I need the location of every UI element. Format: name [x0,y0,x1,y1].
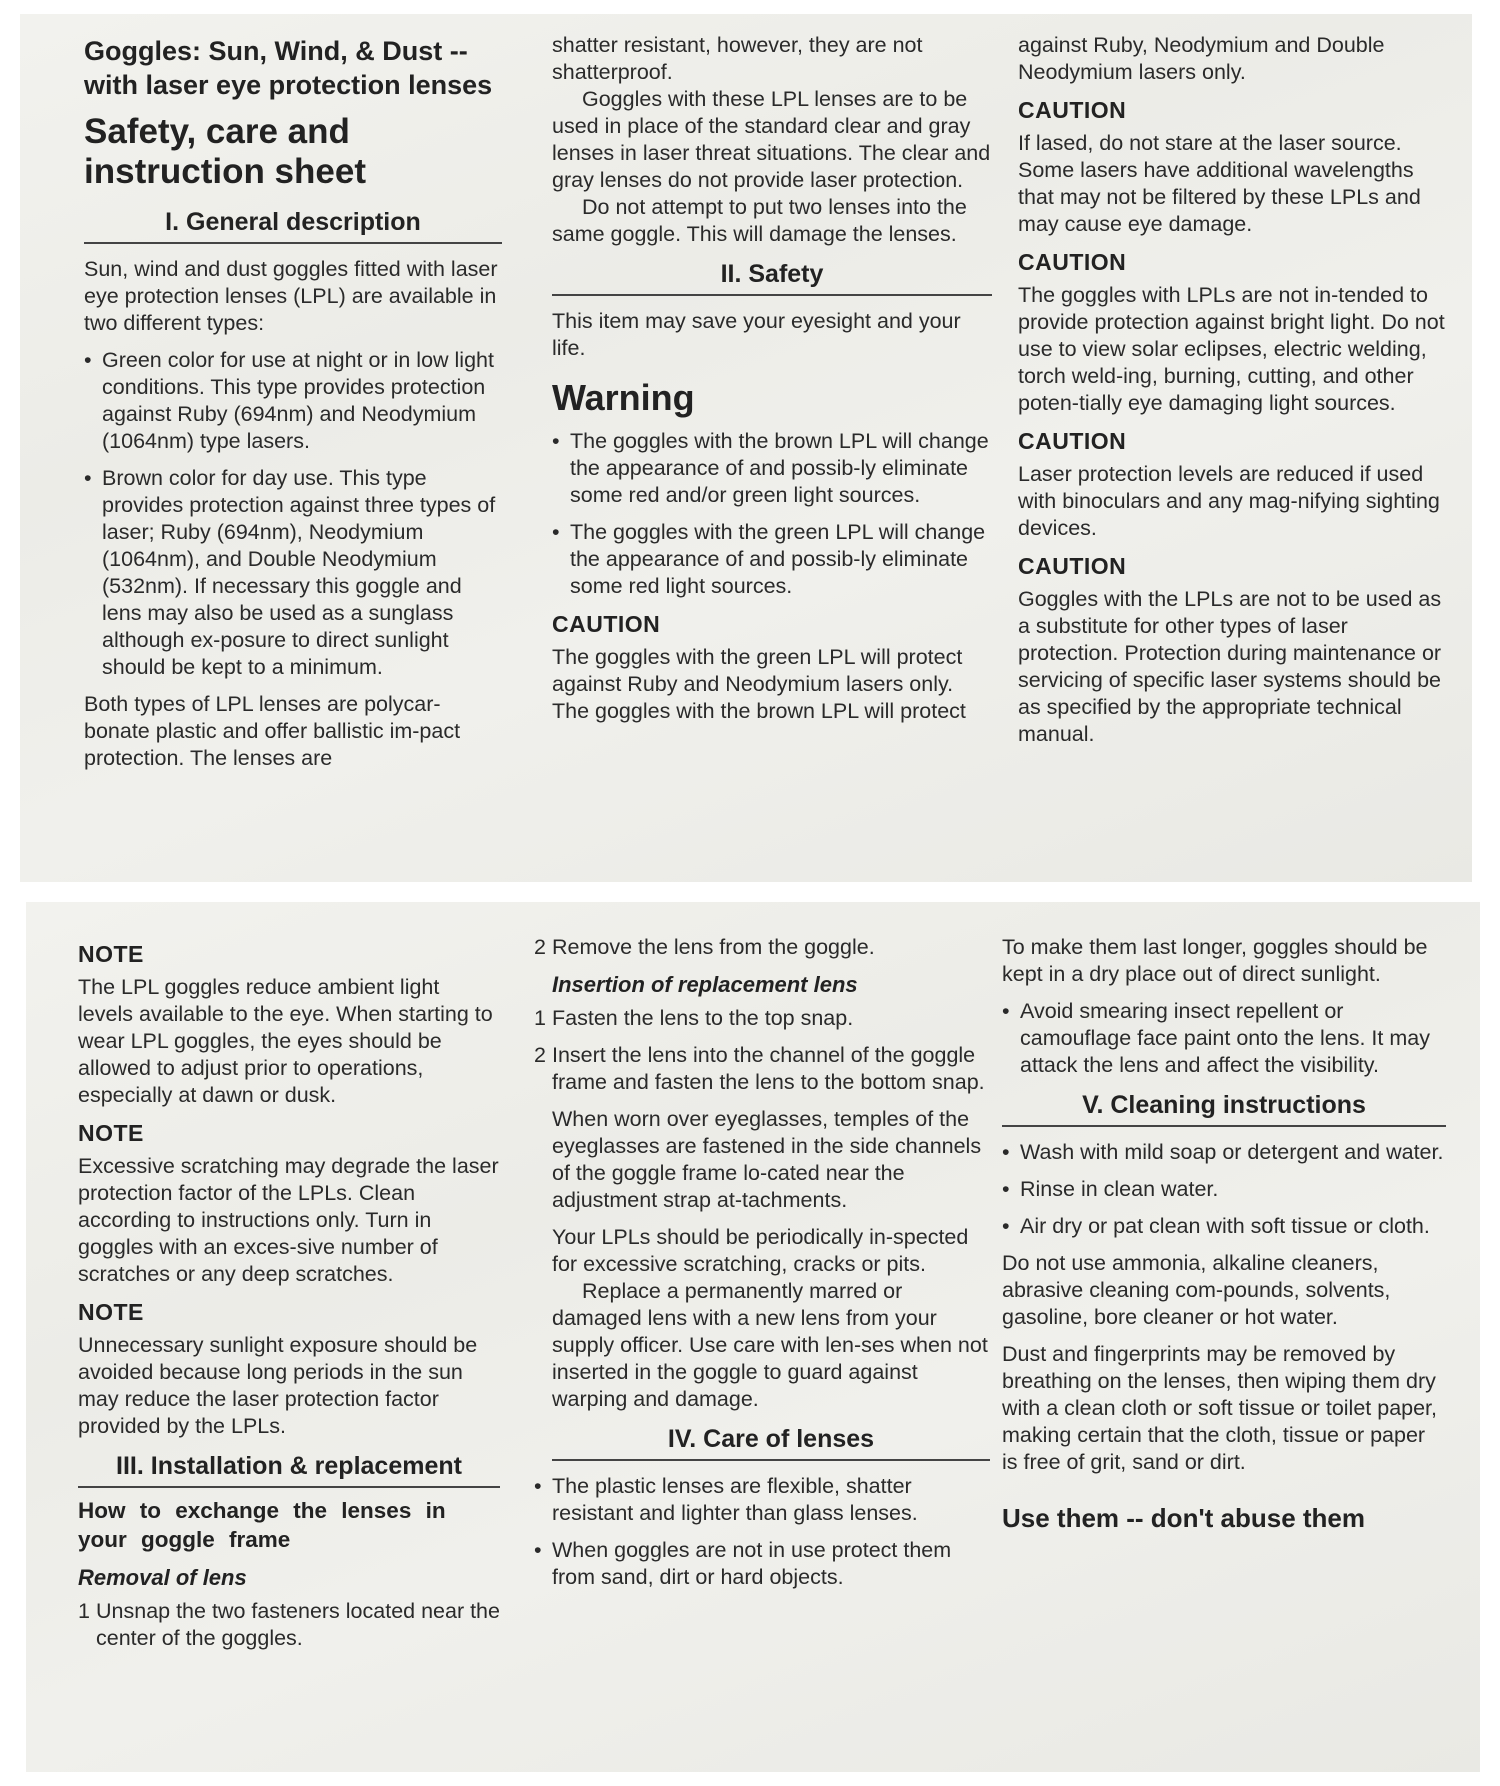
general-description-column [84,34,502,782]
bullet-item: • Air dry or pat clean with soft tissue or cloth. [1002,1213,1446,1240]
section-heading-cleaning: V. Cleaning instructions [1002,1089,1446,1127]
document-title: Goggles: Sun, Wind, & Dust -- with laser eye protection lenses [84,36,493,100]
paragraph: To make them last longer, goggles should be kept in a dry place out of direct sunlight. [1002,935,1428,986]
bullet-item: • The goggles with the brown LPL will change the appearance of and possib-ly eliminate some red and/or green light sources. [552,428,992,509]
paragraph: Do not use ammonia, alkaline cleaners, abrasive cleaning com-pounds, solvents, gasoline, bore cleaner or hot water. [1002,1251,1391,1329]
instruction-sheet-back [26,902,1480,1772]
step-number: 2 [534,935,546,959]
warning-heading: Warning [552,377,695,418]
caution-column [1018,32,1454,758]
note-heading: NOTE [78,941,144,967]
step-text: Fasten the lens to the top snap. [552,1006,854,1030]
bullet-item: • When goggles are not in use protect them from sand, dirt or hard objects. [534,1537,990,1591]
paragraph: Laser protection levels are reduced if used with binoculars and any mag-nifying sighting devices. [1018,462,1440,540]
subheading-removal: Removal of lens [78,1565,247,1590]
paragraph: The goggles with LPLs are not in-tended to provide protection against bright light. Do not use to view solar eclipses, electric welding, torch weld-ing, burning, cutting, and other poten-tially eye damaging light sources. [1018,283,1445,415]
step-text: Insert the lens into the channel of the goggle frame and fasten the lens to the bottom snap. [552,1043,985,1094]
numbered-step [534,934,990,961]
bullet-item: • The plastic lenses are flexible, shatter resistant and lighter than glass lenses. [534,1473,990,1527]
paragraph: Goggles with these LPL lenses are to be used in place of the standard clear and gray lenses in laser threat situations. The clear and gray lenses do not provide laser protection. [552,87,991,192]
paragraph: Sun, wind and dust goggles fitted with laser eye protection lenses (LPL) are available in two different types: [84,257,498,335]
numbered-step [534,1042,990,1096]
paragraph: Excessive scratching may degrade the laser protection factor of the LPLs. Clean according to instructions only. Turn in goggles with an exces-sive number of scratches or any deep scratches. [78,1154,499,1286]
paragraph: shatter resistant, however, they are not shatterproof. [552,33,923,84]
numbered-step [534,1005,990,1032]
paragraph: This item may save your eyesight and your life. [552,309,961,360]
section-heading-general-description: I. General description [84,206,502,244]
instruction-sheet-front [20,14,1472,882]
section-heading-care: IV. Care of lenses [552,1423,990,1461]
step-number: 1 [78,1599,90,1623]
paragraph: The goggles with the green LPL will protect against Ruby and Neodymium lasers only. The goggles with the brown LPL will protect [552,645,966,723]
cleaning-column [1002,934,1446,1534]
caution-heading: CAUTION [1018,428,1127,454]
bullet-item: • Green color for use at night or in low light conditions. This type provides protection against Ruby (694nm) and Neodymium (1064nm) type lasers. [84,347,502,455]
paragraph: Do not attempt to put two lenses into the same goggle. This will damage the lenses. [552,195,967,246]
caution-heading: CAUTION [1018,97,1127,123]
caution-heading: CAUTION [552,611,661,637]
paragraph: Dust and fingerprints may be removed by breathing on the lenses, then wiping them dry with a clean cloth or soft tissue or toilet paper, making certain that the cloth, tissue or paper is free of grit, sand or dirt. [1002,1342,1438,1474]
step-number: 2 [534,1043,546,1067]
notes-installation-column [78,934,500,1662]
paragraph: Both types of LPL lenses are polycar-bonate plastic and offer ballistic im-pact protection. The lenses are [84,692,461,770]
closing-slogan: Use them -- don't abuse them [1002,1503,1365,1533]
note-heading: NOTE [78,1120,144,1146]
bullet-item: • Avoid smearing insect repellent or camouflage face paint onto the lens. It may attack the lens and affect the visibility. [1002,998,1446,1079]
paragraph: against Ruby, Neodymium and Double Neodymium lasers only. [1018,33,1385,84]
bullet-item: • Rinse in clean water. [1002,1176,1446,1203]
paragraph: If lased, do not stare at the laser source. Some lasers have additional wavelengths that may not be filtered by these LPLs and may cause eye damage. [1018,131,1421,236]
bullet-item: • Wash with mild soap or detergent and water. [1002,1139,1446,1166]
step-text: Unsnap the two fasteners located near the center of the goggles. [96,1599,500,1650]
safety-column [552,32,992,735]
numbered-step [78,1598,500,1652]
paragraph: When worn over eyeglasses, temples of the eyeglasses are fastened in the side channels of the goggle frame lo-cated near the adjustment strap at-tachments. [552,1107,982,1212]
bullet-item: • Brown color for day use. This type provides protection against three types of laser; Ruby (694nm), Neodymium (1064nm), and Double Neodymium (532nm). If necessary this goggle and lens may also be used as a sunglass although ex-posure to direct sunlight should be kept to a minimum. [84,465,502,681]
section-heading-installation: III. Installation & replacement [78,1450,500,1488]
paragraph: Your LPLs should be periodically in-spected for excessive scratching, cracks or pits. [552,1225,969,1276]
subheading-exchange-lenses: How to exchange the lenses in your goggle frame [78,1498,446,1552]
caution-heading: CAUTION [1018,249,1127,275]
paragraph: Replace a permanently marred or damaged lens with a new lens from your supply officer. Use care with len-ses when not inserted in the goggle to guard against warping and damage. [552,1279,988,1411]
paragraph: Goggles with the LPLs are not to be used as a substitute for other types of laser protection. Protection during maintenance or servicing of specific laser systems should be as specified by the appropriate technical manual. [1018,587,1442,746]
subheading-insertion: Insertion of replacement lens [552,972,858,997]
step-number: 1 [534,1006,546,1030]
section-heading-safety: II. Safety [552,258,992,296]
paragraph: Unnecessary sunlight exposure should be avoided because long periods in the sun may reduce the laser protection factor provided by the LPLs. [78,1333,478,1438]
paragraph: The LPL goggles reduce ambient light levels available to the eye. When starting to wear LPL goggles, the eyes should be allowed to adjust prior to operations, especially at dawn or dusk. [78,975,493,1107]
replacement-care-column [534,934,990,1601]
bullet-item: • The goggles with the green LPL will change the appearance of and possib-ly eliminate some red light sources. [552,519,992,600]
note-heading: NOTE [78,1299,144,1325]
caution-heading: CAUTION [1018,553,1127,579]
document-subtitle: Safety, care and instruction sheet [84,112,366,191]
step-text: Remove the lens from the goggle. [552,935,875,959]
